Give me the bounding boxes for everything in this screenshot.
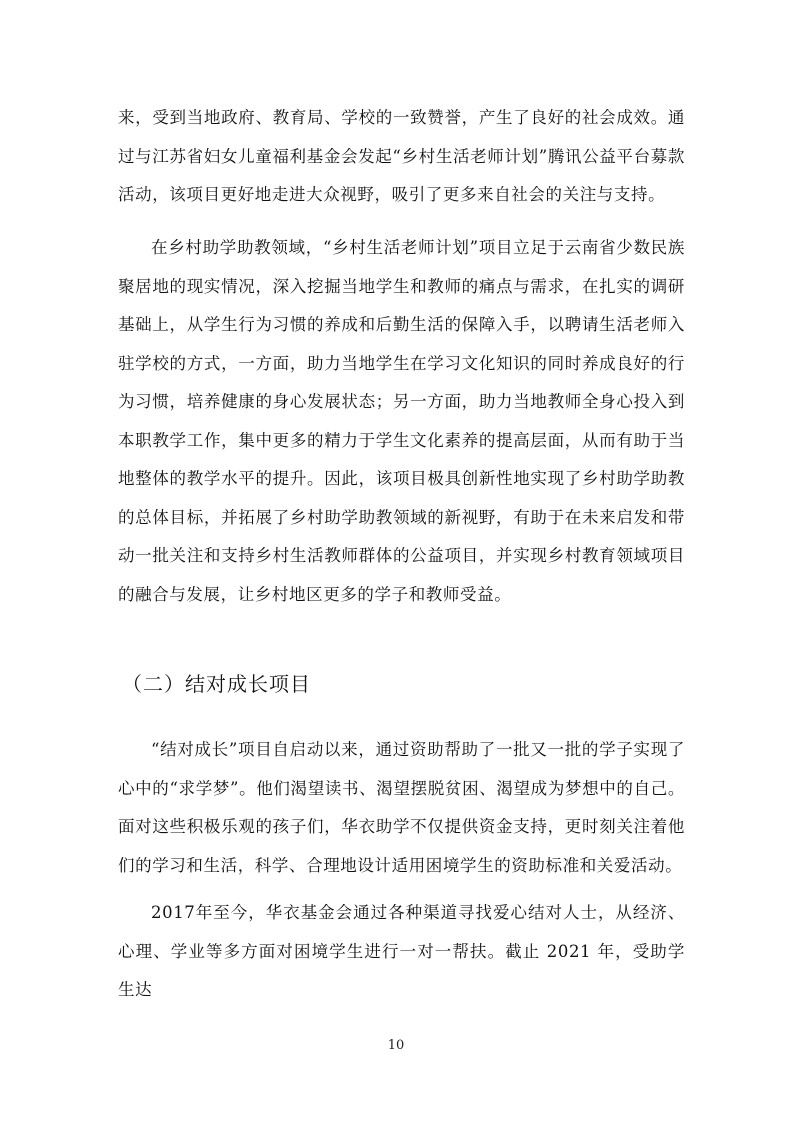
- paragraph-continued: 来，受到当地政府、教育局、学校的一致赞誉，产生了良好的社会成效。通过与江苏省妇女儿童福利基金会发起“乡村生活老师计划”腾讯公益平台募款活动，该项目更好地走进大众视野，吸引了更多来自社会的关注与支持。: [118, 108, 685, 204]
- paragraph-pairing-project: “结对成长”项目自启动以来，通过资助帮助了一批又一批的学子实现了心中的“求学梦”。他们渴望读书、渴望摆脱贫困、渴望成为梦想中的自己。面对这些积极乐观的孩子们，华衣助学不仅提供资金支持，更时刻关注着他们的学习和生活，科学、合理地设计适用困境学生的资助标准和关爱活动。: [118, 740, 685, 875]
- page-number: 10: [387, 1038, 405, 1053]
- section-heading: （二）结对成长项目: [122, 672, 311, 696]
- paragraph-rural-teaching: 在乡村助学助教领域，“乡村生活老师计划”项目立足于云南省少数民族聚居地的现实情况，深入挖掘当地学生和教师的痛点与需求，在扎实的调研基础上，从学生行为习惯的养成和后勤生活的保障入手，以聘请生活老师入驻学校的方式，一方面，助力当地学生在学习文化知识的同时养成良好的行为习惯，培养健康的身心发展状态；另一方面，助力当地教师全身心投入到本职教学工作，集中更多的精力于学生文化素养的提高层面，从而有助于当地整体的教学水平的提升。因此，该项目极具创新性地实现了乡村助学助教的总体目标，并拓展了乡村助学助教领域的新视野，有助于在未来启发和带动一批关注和支持乡村生活教师群体的公益项目，并实现乡村教育领域项目的融合与发展，让乡村地区更多的学子和教师受益。: [118, 238, 685, 604]
- paragraph-since-2017: 2017年至今，华衣基金会通过各种渠道寻找爱心结对人士，从经济、心理、学业等多方面对困境学生进行一对一帮扶。截止 2021 年，受助学生达: [118, 903, 685, 999]
